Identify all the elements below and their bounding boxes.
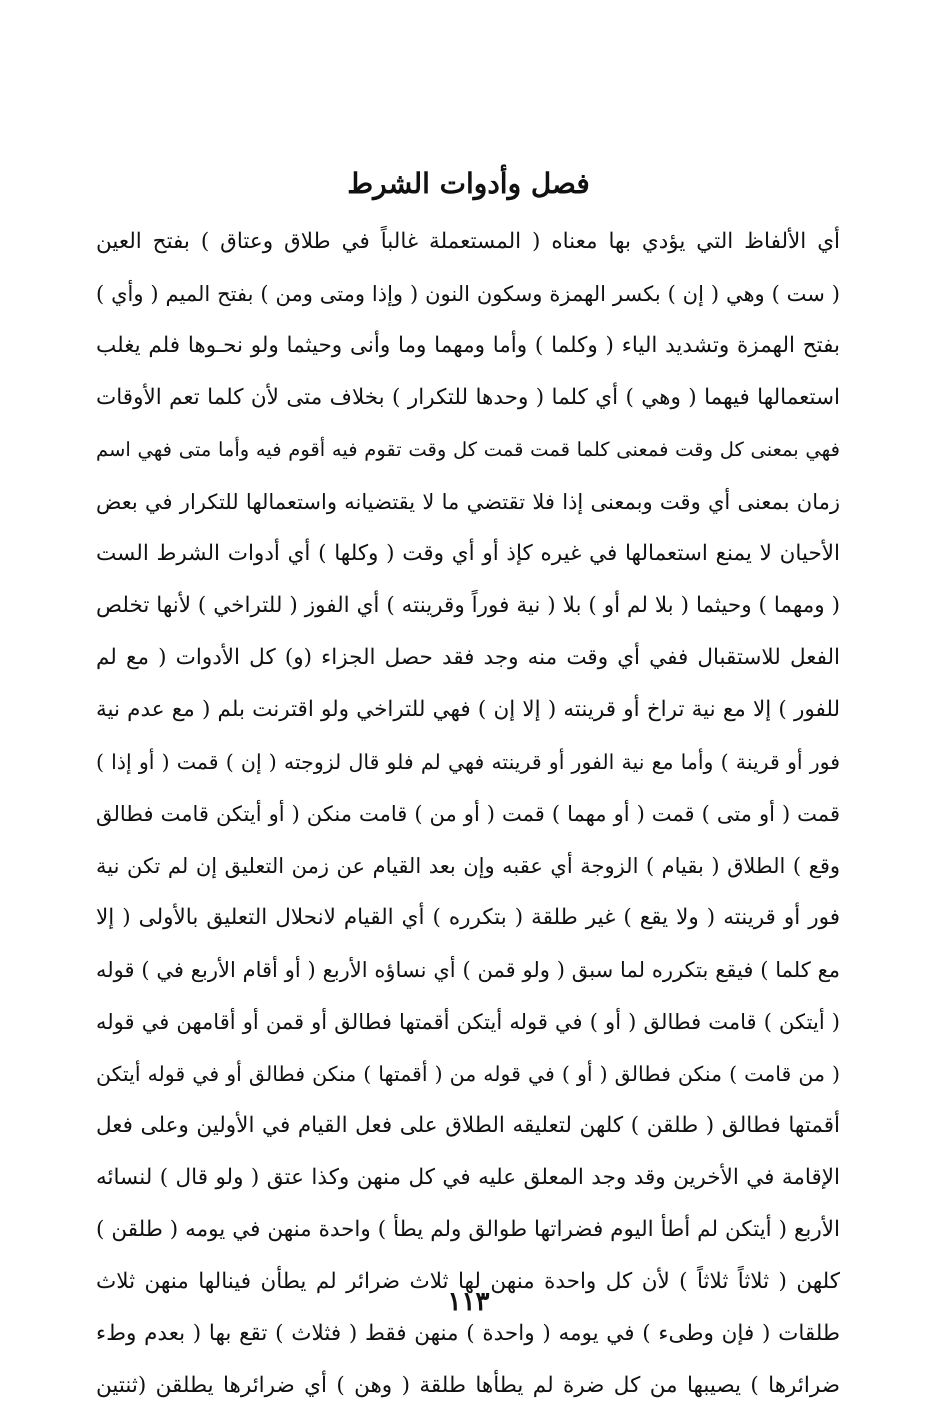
text-line: ( ست ) وهي ( إن ) بكسر الهمزة وسكون النون ( وإذا ومتى ومن ) بفتح الميم ( وأي ) <box>96 282 840 306</box>
text-line: ( ومهما ) وحيثما ( بلا لم أو ) بلا ( نية فوراً وقرينته ) أي الفوز ( للتراخي ) لأنها تخلص <box>96 593 840 618</box>
text-line: ضرائرها ) يصيبها من كل ضرة لم يطأها طلقة ( وهن ) أي ضرائرها يطلقن (ثنتين <box>96 1373 840 1398</box>
text-line: فور أو قرينة ) وأما مع نية الفور أو قرينته فهي لم فلو قال لزوجته ( إن ) قمت ( أو إذا ) <box>96 750 840 774</box>
text-line: بفتح الهمزة وتشديد الياء ( وكلما ) وأما ومهما وما وأنى وحيثما ولو نحـوها فلم يغلب <box>96 333 840 358</box>
text-line: أي الألفاظ التي يؤدي بها معناه ( المستعملة غالباً في طلاق وعتاق ) بفتح العين <box>96 229 840 254</box>
text-line: الفعل للاستقبال ففي أي وقت منه وجد فقد حصل الجزاء (و) كل الأدوات ( مع لم <box>96 645 840 670</box>
body-text <box>96 216 840 1412</box>
text-line: قمت ( أو متى ) قمت ( أو مهما ) قمت ( أو من ) قامت منكن ( أو أيتكن قامت فطالق <box>96 802 840 826</box>
text-line: الأحيان لا يمنع استعمالها في غيره كإذ أو أي وقت ( وكلها ) أي أدوات الشرط الست <box>96 541 840 566</box>
text-line: زمان بمعنى أي وقت وبمعنى إذا فلا تقتضي ما لا يقتضيانه واستعمالها للتكرار في بعض <box>96 490 840 514</box>
text-line: ( من قامت ) منكن فطالق ( أو ) في قوله من ( أقمتها ) منكن فطالق أو في قوله أيتكن <box>96 1062 840 1086</box>
text-line: ( أيتكن ) قامت فطالق ( أو ) في قوله أيتكن أقمتها فطالق أو قمن أو أقامهن في قوله <box>96 1010 840 1034</box>
text-line: طلقات ( فإن وطىء ) في يومه ( واحدة ) منهن فقط ( فثلاث ) تقع بها ( بعدم وطء <box>96 1321 840 1346</box>
text-line: الأربع ( أيتكن لم أطأ اليوم فضراتها طوالق ولم يطأ ) واحدة منهن في يومه ( طلقن ) <box>96 1217 840 1242</box>
text-line: استعمالها فيهما ( وهي ) أي كلما ( وحدها للتكرار ) بخلاف متى لأن كلما تعم الأوقات <box>96 385 840 410</box>
text-line: كلهن ( ثلاثاً ثلاثاً ) لأن كل واحدة منهن لها ثلاث ضرائر لم يطأن فينالها منهن ثلاث <box>96 1269 840 1294</box>
text-line: الإقامة في الأخرين وقد وجد المعلق عليه في كل منهن وكذا عتق ( ولو قال ) لنسائه <box>96 1165 840 1190</box>
text-line: فور أو قرينته ( ولا يقع ) غير طلقة ( بتكرره ) أي القيام لانحلال التعليق بالأولى ( إلا <box>96 905 840 930</box>
text-line: مع كلما ) فيقع بتكرره لما سبق ( ولو قمن ) أي نساؤه الأربع ( أو أقام الأربع في ) قوله <box>96 958 840 982</box>
text-line: للفور ) إلا مع نية تراخ أو قرينته ( إلا إن ) فهي للتراخي ولو اقترنت بلم ( مع عدم نية <box>96 697 840 722</box>
section-heading: فصل وأدوات الشرط <box>347 167 590 200</box>
text-line: وقع ) الطلاق ( بقيام ) الزوجة أي عقبه وإن بعد القيام عن زمن التعليق إن لم تكن نية <box>96 854 840 878</box>
page-number: ١١٣ <box>447 1287 490 1317</box>
text-line: فهي بمعنى كل وقت فمعنى كلما قمت قمت كل وقت تقوم فيه أقوم فيه وأما متى فهي اسم <box>96 438 840 461</box>
text-line: أقمتها فطالق ( طلقن ) كلهن لتعليقه الطلاق على فعل القيام في الأولين وعلى فعل <box>96 1113 840 1138</box>
